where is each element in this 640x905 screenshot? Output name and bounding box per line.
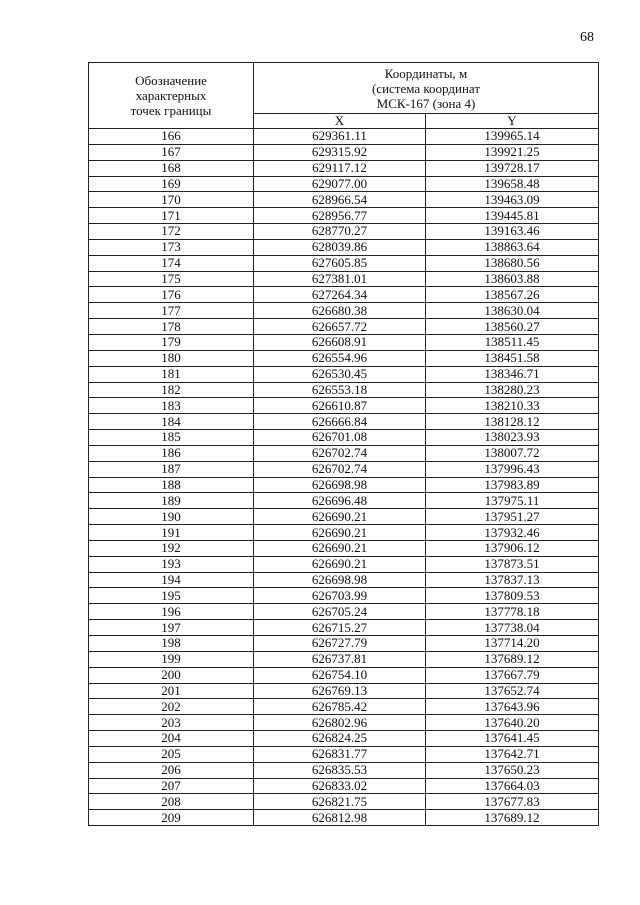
x-coordinate-cell: 626703.99	[254, 588, 426, 604]
x-coordinate-cell: 626754.10	[254, 667, 426, 683]
y-coordinate-cell: 138023.93	[426, 430, 599, 446]
table-row	[89, 588, 599, 604]
x-coordinate-cell: 626812.98	[254, 810, 426, 826]
table-row	[89, 160, 599, 176]
y-coordinate-cell: 137650.23	[426, 762, 599, 778]
y-coordinate-cell: 137640.20	[426, 715, 599, 731]
x-coordinate-cell: 626833.02	[254, 778, 426, 794]
table-body	[89, 129, 599, 826]
point-id-cell: 181	[89, 366, 254, 382]
y-coordinate-cell: 137714.20	[426, 636, 599, 652]
point-id-cell: 189	[89, 493, 254, 509]
table-row	[89, 224, 599, 240]
point-id-cell: 179	[89, 334, 254, 350]
x-coordinate-cell: 626831.77	[254, 746, 426, 762]
table-row	[89, 651, 599, 667]
table-row	[89, 746, 599, 762]
x-coordinate-cell: 629361.11	[254, 129, 426, 145]
y-coordinate-cell: 137951.27	[426, 509, 599, 525]
y-coordinate-cell: 138007.72	[426, 445, 599, 461]
x-coordinate-cell: 626727.79	[254, 636, 426, 652]
point-id-cell: 206	[89, 762, 254, 778]
y-coordinate-cell: 137809.53	[426, 588, 599, 604]
point-id-cell: 207	[89, 778, 254, 794]
y-coordinate-cell: 137652.74	[426, 683, 599, 699]
points-column-header	[89, 63, 254, 129]
coords-column-header	[254, 63, 599, 114]
table-row	[89, 731, 599, 747]
x-coordinate-cell: 626701.08	[254, 430, 426, 446]
x-coordinate-cell: 626553.18	[254, 382, 426, 398]
y-coordinate-cell: 137641.45	[426, 731, 599, 747]
point-id-cell: 170	[89, 192, 254, 208]
table-row	[89, 715, 599, 731]
point-id-cell: 195	[89, 588, 254, 604]
table-row	[89, 303, 599, 319]
x-coordinate-cell: 628956.77	[254, 208, 426, 224]
points-header-line-3: точек границы	[130, 103, 212, 118]
table-row	[89, 461, 599, 477]
point-id-cell: 171	[89, 208, 254, 224]
x-coordinate-cell: 626690.21	[254, 509, 426, 525]
table-row	[89, 398, 599, 414]
x-coordinate-cell: 626705.24	[254, 604, 426, 620]
x-coordinate-cell: 627264.34	[254, 287, 426, 303]
x-coordinate-cell: 626769.13	[254, 683, 426, 699]
table-row	[89, 129, 599, 145]
x-coordinate-cell: 626821.75	[254, 794, 426, 810]
x-coordinate-cell: 626690.21	[254, 540, 426, 556]
table-row	[89, 699, 599, 715]
point-id-cell: 194	[89, 572, 254, 588]
point-id-cell: 197	[89, 620, 254, 636]
y-coordinate-cell: 138680.56	[426, 255, 599, 271]
y-coordinate-cell: 138630.04	[426, 303, 599, 319]
coords-header-line-3: МСК-167 (зона 4)	[376, 95, 476, 111]
x-coordinate-cell: 628770.27	[254, 224, 426, 240]
y-coordinate-cell: 137689.12	[426, 651, 599, 667]
y-coordinate-cell: 137643.96	[426, 699, 599, 715]
table-row	[89, 208, 599, 224]
coords-header-line-1: Координаты, м	[384, 65, 468, 81]
point-id-cell: 190	[89, 509, 254, 525]
table-row	[89, 350, 599, 366]
points-header-line-1: Обозначение	[135, 73, 207, 88]
x-coordinate-cell: 626702.74	[254, 445, 426, 461]
x-coordinate-cell: 626715.27	[254, 620, 426, 636]
point-id-cell: 180	[89, 350, 254, 366]
x-coordinate-cell: 626737.81	[254, 651, 426, 667]
point-id-cell: 173	[89, 239, 254, 255]
y-coordinate-cell: 137664.03	[426, 778, 599, 794]
table-row	[89, 667, 599, 683]
point-id-cell: 167	[89, 144, 254, 160]
table-row	[89, 430, 599, 446]
table-row	[89, 334, 599, 350]
y-coordinate-cell: 138567.26	[426, 287, 599, 303]
x-coordinate-cell: 629077.00	[254, 176, 426, 192]
table-row	[89, 540, 599, 556]
page-number: 68	[580, 30, 594, 45]
y-coordinate-cell: 139445.81	[426, 208, 599, 224]
point-id-cell: 199	[89, 651, 254, 667]
x-coordinate-cell: 626610.87	[254, 398, 426, 414]
table-row	[89, 255, 599, 271]
point-id-cell: 208	[89, 794, 254, 810]
y-coordinate-cell: 137983.89	[426, 477, 599, 493]
table-row	[89, 192, 599, 208]
y-coordinate-cell: 137906.12	[426, 540, 599, 556]
table-row	[89, 414, 599, 430]
x-coordinate-cell: 626554.96	[254, 350, 426, 366]
y-coordinate-cell: 138560.27	[426, 319, 599, 335]
point-id-cell: 166	[89, 129, 254, 145]
point-id-cell: 174	[89, 255, 254, 271]
x-coordinate-cell: 626702.74	[254, 461, 426, 477]
table-row	[89, 762, 599, 778]
table-row	[89, 620, 599, 636]
x-coordinate-cell: 626785.42	[254, 699, 426, 715]
point-id-cell: 209	[89, 810, 254, 826]
y-coordinate-cell: 138210.33	[426, 398, 599, 414]
x-coordinate-cell: 626690.21	[254, 525, 426, 541]
table-row	[89, 572, 599, 588]
point-id-cell: 183	[89, 398, 254, 414]
y-coordinate-cell: 137996.43	[426, 461, 599, 477]
y-coordinate-cell: 138128.12	[426, 414, 599, 430]
x-coordinate-cell: 626608.91	[254, 334, 426, 350]
point-id-cell: 175	[89, 271, 254, 287]
y-coordinate-cell: 139728.17	[426, 160, 599, 176]
table-row	[89, 366, 599, 382]
x-coordinate-cell: 629315.92	[254, 144, 426, 160]
y-coordinate-cell: 137677.83	[426, 794, 599, 810]
table-row	[89, 382, 599, 398]
table-row	[89, 604, 599, 620]
x-coordinate-cell: 626802.96	[254, 715, 426, 731]
point-id-cell: 182	[89, 382, 254, 398]
x-coordinate-cell: 626696.48	[254, 493, 426, 509]
table-row	[89, 509, 599, 525]
point-id-cell: 178	[89, 319, 254, 335]
point-id-cell: 169	[89, 176, 254, 192]
x-coordinate-cell: 626680.38	[254, 303, 426, 319]
point-id-cell: 196	[89, 604, 254, 620]
point-id-cell: 187	[89, 461, 254, 477]
point-id-cell: 186	[89, 445, 254, 461]
y-coordinate-cell: 138603.88	[426, 271, 599, 287]
y-coordinate-cell: 139163.46	[426, 224, 599, 240]
x-coordinate-cell: 626690.21	[254, 556, 426, 572]
coordinates-table	[88, 62, 599, 826]
table-row	[89, 810, 599, 826]
table-row	[89, 445, 599, 461]
x-coordinate-cell: 627605.85	[254, 255, 426, 271]
points-header-line-2: характерных	[135, 88, 207, 103]
point-id-cell: 184	[89, 414, 254, 430]
y-coordinate-cell: 138863.64	[426, 239, 599, 255]
point-id-cell: 188	[89, 477, 254, 493]
x-coordinate-cell: 629117.12	[254, 160, 426, 176]
y-coordinate-cell: 137932.46	[426, 525, 599, 541]
y-coordinate-cell: 139965.14	[426, 129, 599, 145]
x-coordinate-cell: 626530.45	[254, 366, 426, 382]
x-coordinate-cell: 626698.98	[254, 572, 426, 588]
point-id-cell: 200	[89, 667, 254, 683]
point-id-cell: 204	[89, 731, 254, 747]
x-coordinate-cell: 628966.54	[254, 192, 426, 208]
y-coordinate-cell: 137873.51	[426, 556, 599, 572]
point-id-cell: 192	[89, 540, 254, 556]
y-coordinate-cell: 138451.58	[426, 350, 599, 366]
table-row	[89, 287, 599, 303]
table-row	[89, 683, 599, 699]
x-coordinate-cell: 626835.53	[254, 762, 426, 778]
x-coordinate-cell: 626698.98	[254, 477, 426, 493]
y-coordinate-cell: 137642.71	[426, 746, 599, 762]
point-id-cell: 191	[89, 525, 254, 541]
x-coordinate-cell: 627381.01	[254, 271, 426, 287]
y-coordinate-cell: 137778.18	[426, 604, 599, 620]
x-coordinate-cell: 628039.86	[254, 239, 426, 255]
x-coordinate-cell: 626666.84	[254, 414, 426, 430]
table-row	[89, 271, 599, 287]
y-coordinate-cell: 139463.09	[426, 192, 599, 208]
point-id-cell: 176	[89, 287, 254, 303]
table-row	[89, 239, 599, 255]
table-row	[89, 556, 599, 572]
x-column-header: X	[254, 114, 426, 129]
y-coordinate-cell: 138280.23	[426, 382, 599, 398]
y-column-header: Y	[426, 114, 599, 129]
point-id-cell: 193	[89, 556, 254, 572]
point-id-cell: 168	[89, 160, 254, 176]
table-row	[89, 176, 599, 192]
y-coordinate-cell: 137689.12	[426, 810, 599, 826]
table-row	[89, 319, 599, 335]
y-coordinate-cell: 137837.13	[426, 572, 599, 588]
point-id-cell: 202	[89, 699, 254, 715]
y-coordinate-cell: 137738.04	[426, 620, 599, 636]
point-id-cell: 177	[89, 303, 254, 319]
table-row	[89, 493, 599, 509]
point-id-cell: 172	[89, 224, 254, 240]
y-coordinate-cell: 138511.45	[426, 334, 599, 350]
point-id-cell: 198	[89, 636, 254, 652]
point-id-cell: 203	[89, 715, 254, 731]
y-coordinate-cell: 137975.11	[426, 493, 599, 509]
point-id-cell: 201	[89, 683, 254, 699]
table-row	[89, 477, 599, 493]
y-coordinate-cell: 138346.71	[426, 366, 599, 382]
point-id-cell: 185	[89, 430, 254, 446]
table-row	[89, 144, 599, 160]
table-row	[89, 794, 599, 810]
table-row	[89, 778, 599, 794]
coords-header-line-2: (система координат	[371, 80, 481, 96]
x-coordinate-cell: 626657.72	[254, 319, 426, 335]
table-row	[89, 636, 599, 652]
x-coordinate-cell: 626824.25	[254, 731, 426, 747]
y-coordinate-cell: 139658.48	[426, 176, 599, 192]
y-coordinate-cell: 139921.25	[426, 144, 599, 160]
table-row	[89, 525, 599, 541]
y-coordinate-cell: 137667.79	[426, 667, 599, 683]
point-id-cell: 205	[89, 746, 254, 762]
